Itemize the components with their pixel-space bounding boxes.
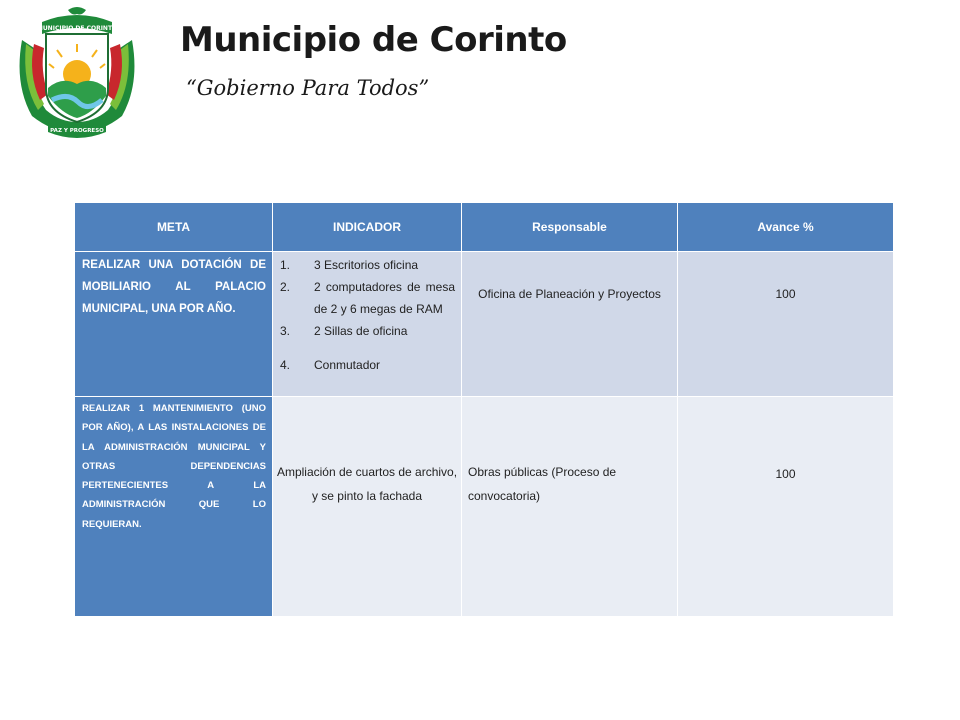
responsable-text: Obras públicas (Proceso de convocatoria) bbox=[468, 465, 617, 503]
list-item: 2. 2 computadores de mesa de 2 y 6 megas de RAM bbox=[280, 280, 455, 316]
column-header-responsable: Responsable bbox=[462, 203, 678, 252]
avance-value: 100 bbox=[775, 467, 796, 481]
indicador-text: Ampliación de cuartos de archivo, y se pinto la fachada bbox=[276, 465, 458, 503]
meta-cell bbox=[75, 397, 273, 617]
responsable-text: Oficina de Planeación y Proyectos bbox=[478, 287, 661, 301]
meta-text: REALIZAR UNA DOTACIÓN DE MOBILIARIO AL PALACIO MUNICIPAL, UNA POR AÑO. bbox=[82, 259, 266, 315]
responsable-cell bbox=[462, 252, 678, 397]
table-header-row bbox=[75, 203, 894, 252]
meta-cell bbox=[75, 252, 273, 397]
list-item: 1. 3 Escritorios oficina bbox=[280, 258, 419, 272]
column-header-avance: Avance % bbox=[678, 203, 894, 252]
page-title: Municipio de Corinto bbox=[180, 20, 567, 60]
avance-value: 100 bbox=[775, 287, 796, 301]
logo-top-text: MUNICIPIO DE CORINTO bbox=[36, 25, 118, 32]
indicador-cell bbox=[273, 397, 462, 617]
responsable-cell bbox=[462, 397, 678, 617]
logo-bottom-text: PAZ Y PROGRESO bbox=[50, 128, 104, 134]
municipality-shield-logo bbox=[12, 4, 142, 140]
table-row bbox=[75, 252, 894, 397]
indicador-cell bbox=[273, 252, 462, 397]
column-header-meta: META bbox=[75, 203, 273, 252]
indicator-list bbox=[273, 252, 461, 376]
avance-cell bbox=[678, 397, 894, 617]
column-header-indicador: INDICADOR bbox=[273, 203, 462, 252]
list-item: 3. 2 Sillas de oficina bbox=[280, 324, 408, 338]
list-item: 4. Conmutador bbox=[280, 358, 381, 372]
avance-cell bbox=[678, 252, 894, 397]
table-row bbox=[75, 397, 894, 617]
goals-table bbox=[74, 202, 894, 617]
page-subtitle: “Gobierno Para Todos” bbox=[186, 76, 430, 100]
meta-text: REALIZAR 1 MANTENIMIENTO (UNO POR AÑO), A LAS INSTALACIONES DE LA ADMINISTRACIÓN MUNICIPAL Y OTRAS DEPENDENCIAS PERTENECIENTES A LA ADMINISTRACIÓN QUE LO REQUIERAN. bbox=[82, 403, 266, 530]
